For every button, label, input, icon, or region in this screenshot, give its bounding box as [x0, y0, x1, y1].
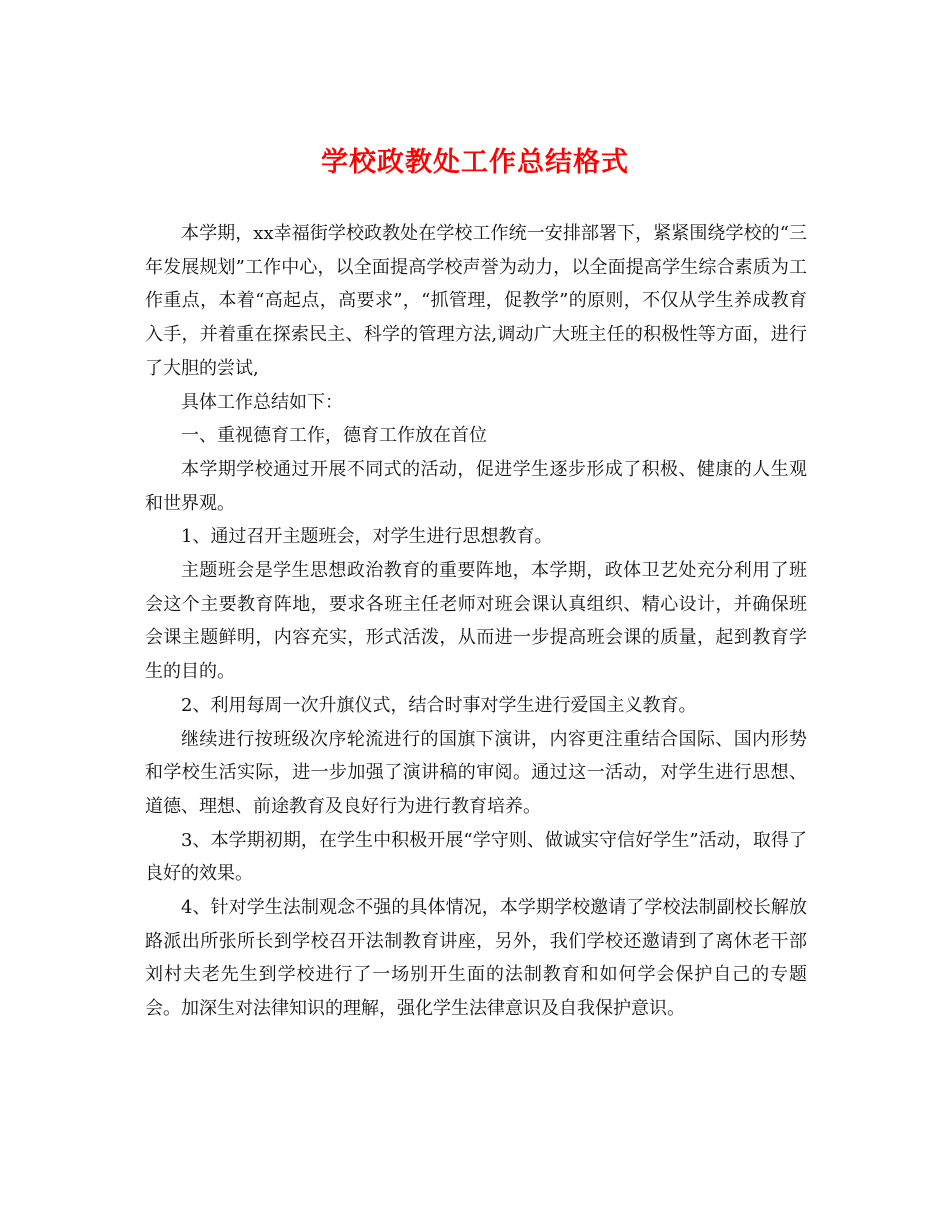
item-4: 4、针对学生法制观念不强的具体情况，本学期学校邀请了学校法制副校长解放路派出所张所长到学校召开法制教育讲座，另外，我们学校还邀请到了离休老干部刘村夫老先生到学校进行了一场别开生面的法制教育和如何学会保护自己的专题会。加深生对法律知识的理解，强化学生法律意识及自我保护意识。 — [145, 897, 807, 1020]
item-3: 3、本学期初期，在学生中积极开展“学守则、做诚实守信好学生”活动，取得了良好的效果。 — [145, 829, 807, 885]
paragraph-moral-education: 本学期学校通过开展不同式的活动，促进学生逐步形成了积极、健康的人生观和世界观。 — [145, 458, 807, 514]
item-1-heading: 1、通过召开主题班会，对学生进行思想教育。 — [181, 526, 553, 548]
document-body — [145, 217, 807, 1026]
item-2-heading: 2、利用每周一次升旗仪式，结合时事对学生进行爱国主义教育。 — [181, 694, 697, 716]
paragraph-summary-lead: 具体工作总结如下： — [181, 391, 343, 413]
paragraph-intro: 本学期，xx幸福街学校政教处在学校工作统一安排部署下，紧紧围绕学校的“三年发展规划”工作中心，以全面提高学校声誉为动力，以全面提高学生综合素质为工作重点，本着“高起点，高要求”，“抓管理，促教学”的原则，不仅从学生养成教育入手，并着重在探索民主、科学的管理方法,调动广大班主任的积极性等方面，进行了大胆的尝试, — [145, 223, 807, 379]
document-title: 学校政教处工作总结格式 — [321, 147, 629, 178]
item-1-body: 主题班会是学生思想政治教育的重要阵地，本学期，政体卫艺处充分利用了班会这个主要教育阵地，要求各班主任老师对班会课认真组织、精心设计，并确保班会课主题鲜明，内容充实，形式活泼，从而进一步提高班会课的质量，起到教育学生的目的。 — [145, 560, 807, 683]
section-heading-moral-education: 一、重视德育工作，德育工作放在首位 — [181, 425, 487, 447]
item-2-body: 继续进行按班级次序轮流进行的国旗下演讲，内容更注重结合国际、国内形势和学校生活实际，进一步加强了演讲稿的审阅。通过这一活动，对学生进行思想、道德、理想、前途教育及良好行为进行教育培养。 — [145, 728, 807, 817]
